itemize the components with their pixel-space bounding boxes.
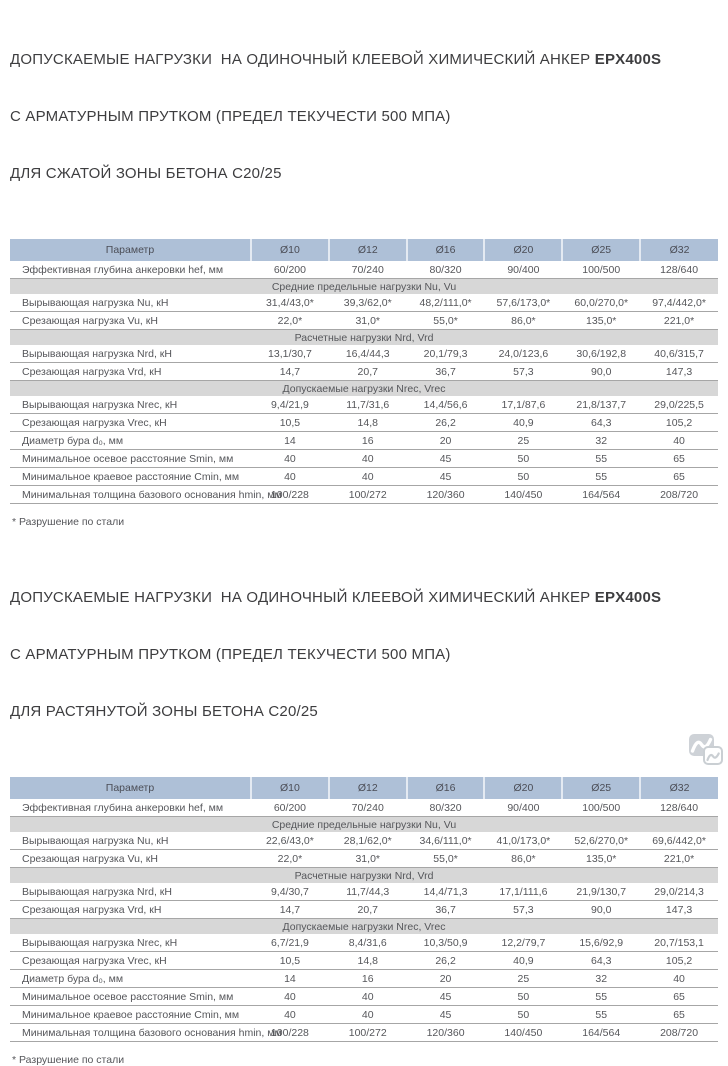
section-title: Допускаемые нагрузки Nrec, Vrec bbox=[10, 919, 718, 935]
loads-table-compressed-zone bbox=[10, 239, 718, 504]
value-cell: 50 bbox=[484, 468, 562, 486]
value-cell: 50 bbox=[484, 450, 562, 468]
value-cell: 100/272 bbox=[329, 1024, 407, 1042]
column-header-d10: Ø10 bbox=[251, 777, 329, 799]
value-cell: 14,8 bbox=[329, 952, 407, 970]
value-cell: 16,4/44,3 bbox=[329, 345, 407, 363]
table-row bbox=[10, 363, 718, 381]
column-header-d10: Ø10 bbox=[251, 239, 329, 261]
table-row bbox=[10, 486, 718, 504]
value-cell: 55 bbox=[562, 468, 640, 486]
value-cell: 100/500 bbox=[562, 799, 640, 817]
value-cell: 80/320 bbox=[407, 261, 485, 279]
value-cell: 40,9 bbox=[484, 414, 562, 432]
table-row bbox=[10, 883, 718, 901]
table-row bbox=[10, 450, 718, 468]
value-cell: 14,7 bbox=[251, 363, 329, 381]
table-row bbox=[10, 312, 718, 330]
value-cell: 26,2 bbox=[407, 952, 485, 970]
table-row bbox=[10, 432, 718, 450]
value-cell: 45 bbox=[407, 988, 485, 1006]
value-cell: 69,6/442,0* bbox=[640, 832, 718, 850]
value-cell: 97,4/442,0* bbox=[640, 294, 718, 312]
row-label: Вырывающая нагрузка Nrec, кН bbox=[10, 934, 251, 952]
value-cell: 40 bbox=[329, 468, 407, 486]
table-row bbox=[10, 934, 718, 952]
title-text: ДОПУСКАЕМЫЕ НАГРУЗКИ НА ОДИНОЧНЫЙ КЛЕЕВОЙ ХИМИЧЕСКИЙ АНКЕР bbox=[10, 51, 595, 68]
row-label: Эффективная глубина анкеровки hef, мм bbox=[10, 799, 251, 817]
logo-watermark-icon bbox=[688, 731, 726, 767]
value-cell: 10,3/50,9 bbox=[407, 934, 485, 952]
column-header-d16: Ø16 bbox=[407, 239, 485, 261]
value-cell: 15,6/92,9 bbox=[562, 934, 640, 952]
value-cell: 16 bbox=[329, 432, 407, 450]
value-cell: 29,0/225,5 bbox=[640, 396, 718, 414]
value-cell: 20,7/153,1 bbox=[640, 934, 718, 952]
value-cell: 36,7 bbox=[407, 363, 485, 381]
section-row bbox=[10, 868, 718, 884]
value-cell: 32 bbox=[562, 432, 640, 450]
product-code: EPX400S bbox=[594, 589, 662, 606]
value-cell: 26,2 bbox=[407, 414, 485, 432]
value-cell: 100/228 bbox=[251, 1024, 329, 1042]
value-cell: 25 bbox=[484, 970, 562, 988]
value-cell: 40 bbox=[329, 450, 407, 468]
table-row bbox=[10, 1024, 718, 1042]
value-cell: 64,3 bbox=[562, 952, 640, 970]
section-title: Средние предельные нагрузки Nu, Vu bbox=[10, 817, 718, 833]
value-cell: 55 bbox=[562, 1006, 640, 1024]
value-cell: 40,6/315,7 bbox=[640, 345, 718, 363]
value-cell: 55 bbox=[562, 988, 640, 1006]
value-cell: 45 bbox=[407, 468, 485, 486]
row-label: Минимальное осевое расстояние Smin, мм bbox=[10, 450, 251, 468]
value-cell: 14,4/71,3 bbox=[407, 883, 485, 901]
title-line-3: ДЛЯ СЖАТОЙ ЗОНЫ БЕТОНА С20/25 bbox=[10, 165, 282, 182]
table-row bbox=[10, 988, 718, 1006]
section-title: Средние предельные нагрузки Nu, Vu bbox=[10, 279, 718, 295]
column-header-parameter: Параметр bbox=[10, 777, 251, 799]
value-cell: 164/564 bbox=[562, 486, 640, 504]
row-label: Минимальная толщина базового основания hmin, мм bbox=[10, 486, 251, 504]
table-row bbox=[10, 901, 718, 919]
value-cell: 17,1/111,6 bbox=[484, 883, 562, 901]
value-cell: 40 bbox=[640, 432, 718, 450]
row-label: Срезающая нагрузка Vrec, кН bbox=[10, 414, 251, 432]
value-cell: 30,6/192,8 bbox=[562, 345, 640, 363]
row-label: Минимальное краевое расстояние Cmin, мм bbox=[10, 1006, 251, 1024]
table-row bbox=[10, 952, 718, 970]
value-cell: 70/240 bbox=[329, 261, 407, 279]
column-header-d16: Ø16 bbox=[407, 777, 485, 799]
value-cell: 21,8/137,7 bbox=[562, 396, 640, 414]
value-cell: 50 bbox=[484, 1006, 562, 1024]
value-cell: 21,9/130,7 bbox=[562, 883, 640, 901]
column-header-d12: Ø12 bbox=[329, 239, 407, 261]
column-header-d20: Ø20 bbox=[484, 239, 562, 261]
section-row bbox=[10, 919, 718, 935]
value-cell: 147,3 bbox=[640, 901, 718, 919]
title-line-1 bbox=[10, 50, 718, 69]
title-line-2: С АРМАТУРНЫМ ПРУТКОМ (ПРЕДЕЛ ТЕКУЧЕСТИ 500 МПА) bbox=[10, 108, 451, 125]
value-cell: 57,3 bbox=[484, 363, 562, 381]
value-cell: 40 bbox=[251, 988, 329, 1006]
value-cell: 64,3 bbox=[562, 414, 640, 432]
value-cell: 105,2 bbox=[640, 414, 718, 432]
value-cell: 25 bbox=[484, 432, 562, 450]
value-cell: 8,4/31,6 bbox=[329, 934, 407, 952]
value-cell: 17,1/87,6 bbox=[484, 396, 562, 414]
section-title: Допускаемые нагрузки Nrec, Vrec bbox=[10, 381, 718, 397]
value-cell: 65 bbox=[640, 1006, 718, 1024]
value-cell: 31,4/43,0* bbox=[251, 294, 329, 312]
value-cell: 70/240 bbox=[329, 799, 407, 817]
value-cell: 100/272 bbox=[329, 486, 407, 504]
value-cell: 57,3 bbox=[484, 901, 562, 919]
row-label: Срезающая нагрузка Vu, кН bbox=[10, 312, 251, 330]
value-cell: 45 bbox=[407, 450, 485, 468]
value-cell: 135,0* bbox=[562, 312, 640, 330]
value-cell: 60/200 bbox=[251, 261, 329, 279]
value-cell: 65 bbox=[640, 468, 718, 486]
row-label: Срезающая нагрузка Vrd, кН bbox=[10, 363, 251, 381]
table-header-row bbox=[10, 239, 718, 261]
value-cell: 29,0/214,3 bbox=[640, 883, 718, 901]
title-line-2: С АРМАТУРНЫМ ПРУТКОМ (ПРЕДЕЛ ТЕКУЧЕСТИ 500 МПА) bbox=[10, 646, 451, 663]
value-cell: 52,6/270,0* bbox=[562, 832, 640, 850]
row-label: Диаметр бура d₀, мм bbox=[10, 432, 251, 450]
value-cell: 100/228 bbox=[251, 486, 329, 504]
section-row bbox=[10, 381, 718, 397]
value-cell: 48,2/111,0* bbox=[407, 294, 485, 312]
value-cell: 120/360 bbox=[407, 1024, 485, 1042]
value-cell: 9,4/30,7 bbox=[251, 883, 329, 901]
value-cell: 9,4/21,9 bbox=[251, 396, 329, 414]
column-header-d25: Ø25 bbox=[562, 777, 640, 799]
value-cell: 22,0* bbox=[251, 312, 329, 330]
value-cell: 20 bbox=[407, 970, 485, 988]
value-cell: 60,0/270,0* bbox=[562, 294, 640, 312]
value-cell: 12,2/79,7 bbox=[484, 934, 562, 952]
value-cell: 86,0* bbox=[484, 312, 562, 330]
column-header-d32: Ø32 bbox=[640, 777, 718, 799]
value-cell: 147,3 bbox=[640, 363, 718, 381]
value-cell: 128/640 bbox=[640, 799, 718, 817]
value-cell: 208/720 bbox=[640, 1024, 718, 1042]
value-cell: 40 bbox=[329, 1006, 407, 1024]
loads-table-tension-zone bbox=[10, 777, 718, 1042]
value-cell: 22,0* bbox=[251, 850, 329, 868]
value-cell: 14,8 bbox=[329, 414, 407, 432]
column-header-parameter: Параметр bbox=[10, 239, 251, 261]
section-title: Расчетные нагрузки Nrd, Vrd bbox=[10, 330, 718, 346]
table-row bbox=[10, 414, 718, 432]
steel-failure-footnote: * Разрушение по стали bbox=[12, 1054, 125, 1066]
value-cell: 6,7/21,9 bbox=[251, 934, 329, 952]
value-cell: 60/200 bbox=[251, 799, 329, 817]
row-label: Диаметр бура d₀, мм bbox=[10, 970, 251, 988]
row-label: Минимальная толщина базового основания hmin, мм bbox=[10, 1024, 251, 1042]
value-cell: 164/564 bbox=[562, 1024, 640, 1042]
value-cell: 90,0 bbox=[562, 363, 640, 381]
value-cell: 32 bbox=[562, 970, 640, 988]
value-cell: 22,6/43,0* bbox=[251, 832, 329, 850]
value-cell: 36,7 bbox=[407, 901, 485, 919]
value-cell: 140/450 bbox=[484, 1024, 562, 1042]
table-row bbox=[10, 468, 718, 486]
title-line-3: ДЛЯ РАСТЯНУТОЙ ЗОНЫ БЕТОНА С20/25 bbox=[10, 703, 318, 720]
table-row bbox=[10, 832, 718, 850]
value-cell: 16 bbox=[329, 970, 407, 988]
section-row bbox=[10, 817, 718, 833]
value-cell: 65 bbox=[640, 988, 718, 1006]
column-header-d12: Ø12 bbox=[329, 777, 407, 799]
value-cell: 40,9 bbox=[484, 952, 562, 970]
row-label: Вырывающая нагрузка Nrd, кН bbox=[10, 883, 251, 901]
value-cell: 10,5 bbox=[251, 952, 329, 970]
table-title-tension-zone bbox=[10, 550, 718, 759]
row-label: Вырывающая нагрузка Nu, кН bbox=[10, 294, 251, 312]
row-label: Минимальное краевое расстояние Cmin, мм bbox=[10, 468, 251, 486]
table-header-row bbox=[10, 777, 718, 799]
table-row bbox=[10, 345, 718, 363]
value-cell: 65 bbox=[640, 450, 718, 468]
table-block-tension-zone bbox=[10, 550, 718, 1066]
value-cell: 20 bbox=[407, 432, 485, 450]
value-cell: 45 bbox=[407, 1006, 485, 1024]
value-cell: 31,0* bbox=[329, 312, 407, 330]
value-cell: 140/450 bbox=[484, 486, 562, 504]
value-cell: 40 bbox=[251, 468, 329, 486]
section-row bbox=[10, 279, 718, 295]
value-cell: 55,0* bbox=[407, 850, 485, 868]
row-label: Вырывающая нагрузка Nrec, кН bbox=[10, 396, 251, 414]
table-row bbox=[10, 396, 718, 414]
value-cell: 135,0* bbox=[562, 850, 640, 868]
value-cell: 20,1/79,3 bbox=[407, 345, 485, 363]
value-cell: 90/400 bbox=[484, 799, 562, 817]
value-cell: 14 bbox=[251, 970, 329, 988]
value-cell: 86,0* bbox=[484, 850, 562, 868]
value-cell: 41,0/173,0* bbox=[484, 832, 562, 850]
value-cell: 34,6/111,0* bbox=[407, 832, 485, 850]
row-label: Вырывающая нагрузка Nu, кН bbox=[10, 832, 251, 850]
value-cell: 90,0 bbox=[562, 901, 640, 919]
row-label: Вырывающая нагрузка Nrd, кН bbox=[10, 345, 251, 363]
table-block-compressed-zone bbox=[10, 12, 718, 528]
value-cell: 55,0* bbox=[407, 312, 485, 330]
table-title-compressed-zone bbox=[10, 12, 718, 221]
value-cell: 40 bbox=[251, 450, 329, 468]
value-cell: 20,7 bbox=[329, 901, 407, 919]
value-cell: 31,0* bbox=[329, 850, 407, 868]
value-cell: 80/320 bbox=[407, 799, 485, 817]
table-row bbox=[10, 799, 718, 817]
table-row bbox=[10, 1006, 718, 1024]
value-cell: 20,7 bbox=[329, 363, 407, 381]
column-header-d32: Ø32 bbox=[640, 239, 718, 261]
value-cell: 50 bbox=[484, 988, 562, 1006]
value-cell: 11,7/44,3 bbox=[329, 883, 407, 901]
row-label: Срезающая нагрузка Vrd, кН bbox=[10, 901, 251, 919]
row-label: Эффективная глубина анкеровки hef, мм bbox=[10, 261, 251, 279]
table-row bbox=[10, 850, 718, 868]
column-header-d25: Ø25 bbox=[562, 239, 640, 261]
value-cell: 13,1/30,7 bbox=[251, 345, 329, 363]
value-cell: 40 bbox=[251, 1006, 329, 1024]
value-cell: 221,0* bbox=[640, 850, 718, 868]
row-label: Срезающая нагрузка Vu, кН bbox=[10, 850, 251, 868]
section-title: Расчетные нагрузки Nrd, Vrd bbox=[10, 868, 718, 884]
table-row bbox=[10, 294, 718, 312]
value-cell: 28,1/62,0* bbox=[329, 832, 407, 850]
value-cell: 100/500 bbox=[562, 261, 640, 279]
value-cell: 40 bbox=[640, 970, 718, 988]
product-code: EPX400S bbox=[594, 51, 662, 68]
value-cell: 120/360 bbox=[407, 486, 485, 504]
value-cell: 90/400 bbox=[484, 261, 562, 279]
value-cell: 14,7 bbox=[251, 901, 329, 919]
value-cell: 105,2 bbox=[640, 952, 718, 970]
value-cell: 40 bbox=[329, 988, 407, 1006]
value-cell: 55 bbox=[562, 450, 640, 468]
section-row bbox=[10, 330, 718, 346]
value-cell: 11,7/31,6 bbox=[329, 396, 407, 414]
value-cell: 208/720 bbox=[640, 486, 718, 504]
column-header-d20: Ø20 bbox=[484, 777, 562, 799]
value-cell: 14,4/56,6 bbox=[407, 396, 485, 414]
value-cell: 10,5 bbox=[251, 414, 329, 432]
steel-failure-footnote: * Разрушение по стали bbox=[12, 516, 125, 528]
value-cell: 24,0/123,6 bbox=[484, 345, 562, 363]
row-label: Минимальное осевое расстояние Smin, мм bbox=[10, 988, 251, 1006]
title-text: ДОПУСКАЕМЫЕ НАГРУЗКИ НА ОДИНОЧНЫЙ КЛЕЕВОЙ ХИМИЧЕСКИЙ АНКЕР bbox=[10, 589, 595, 606]
value-cell: 221,0* bbox=[640, 312, 718, 330]
value-cell: 14 bbox=[251, 432, 329, 450]
table-row bbox=[10, 261, 718, 279]
value-cell: 128/640 bbox=[640, 261, 718, 279]
row-label: Срезающая нагрузка Vrec, кН bbox=[10, 952, 251, 970]
value-cell: 39,3/62,0* bbox=[329, 294, 407, 312]
title-line-1 bbox=[10, 588, 718, 607]
table-row bbox=[10, 970, 718, 988]
value-cell: 57,6/173,0* bbox=[484, 294, 562, 312]
